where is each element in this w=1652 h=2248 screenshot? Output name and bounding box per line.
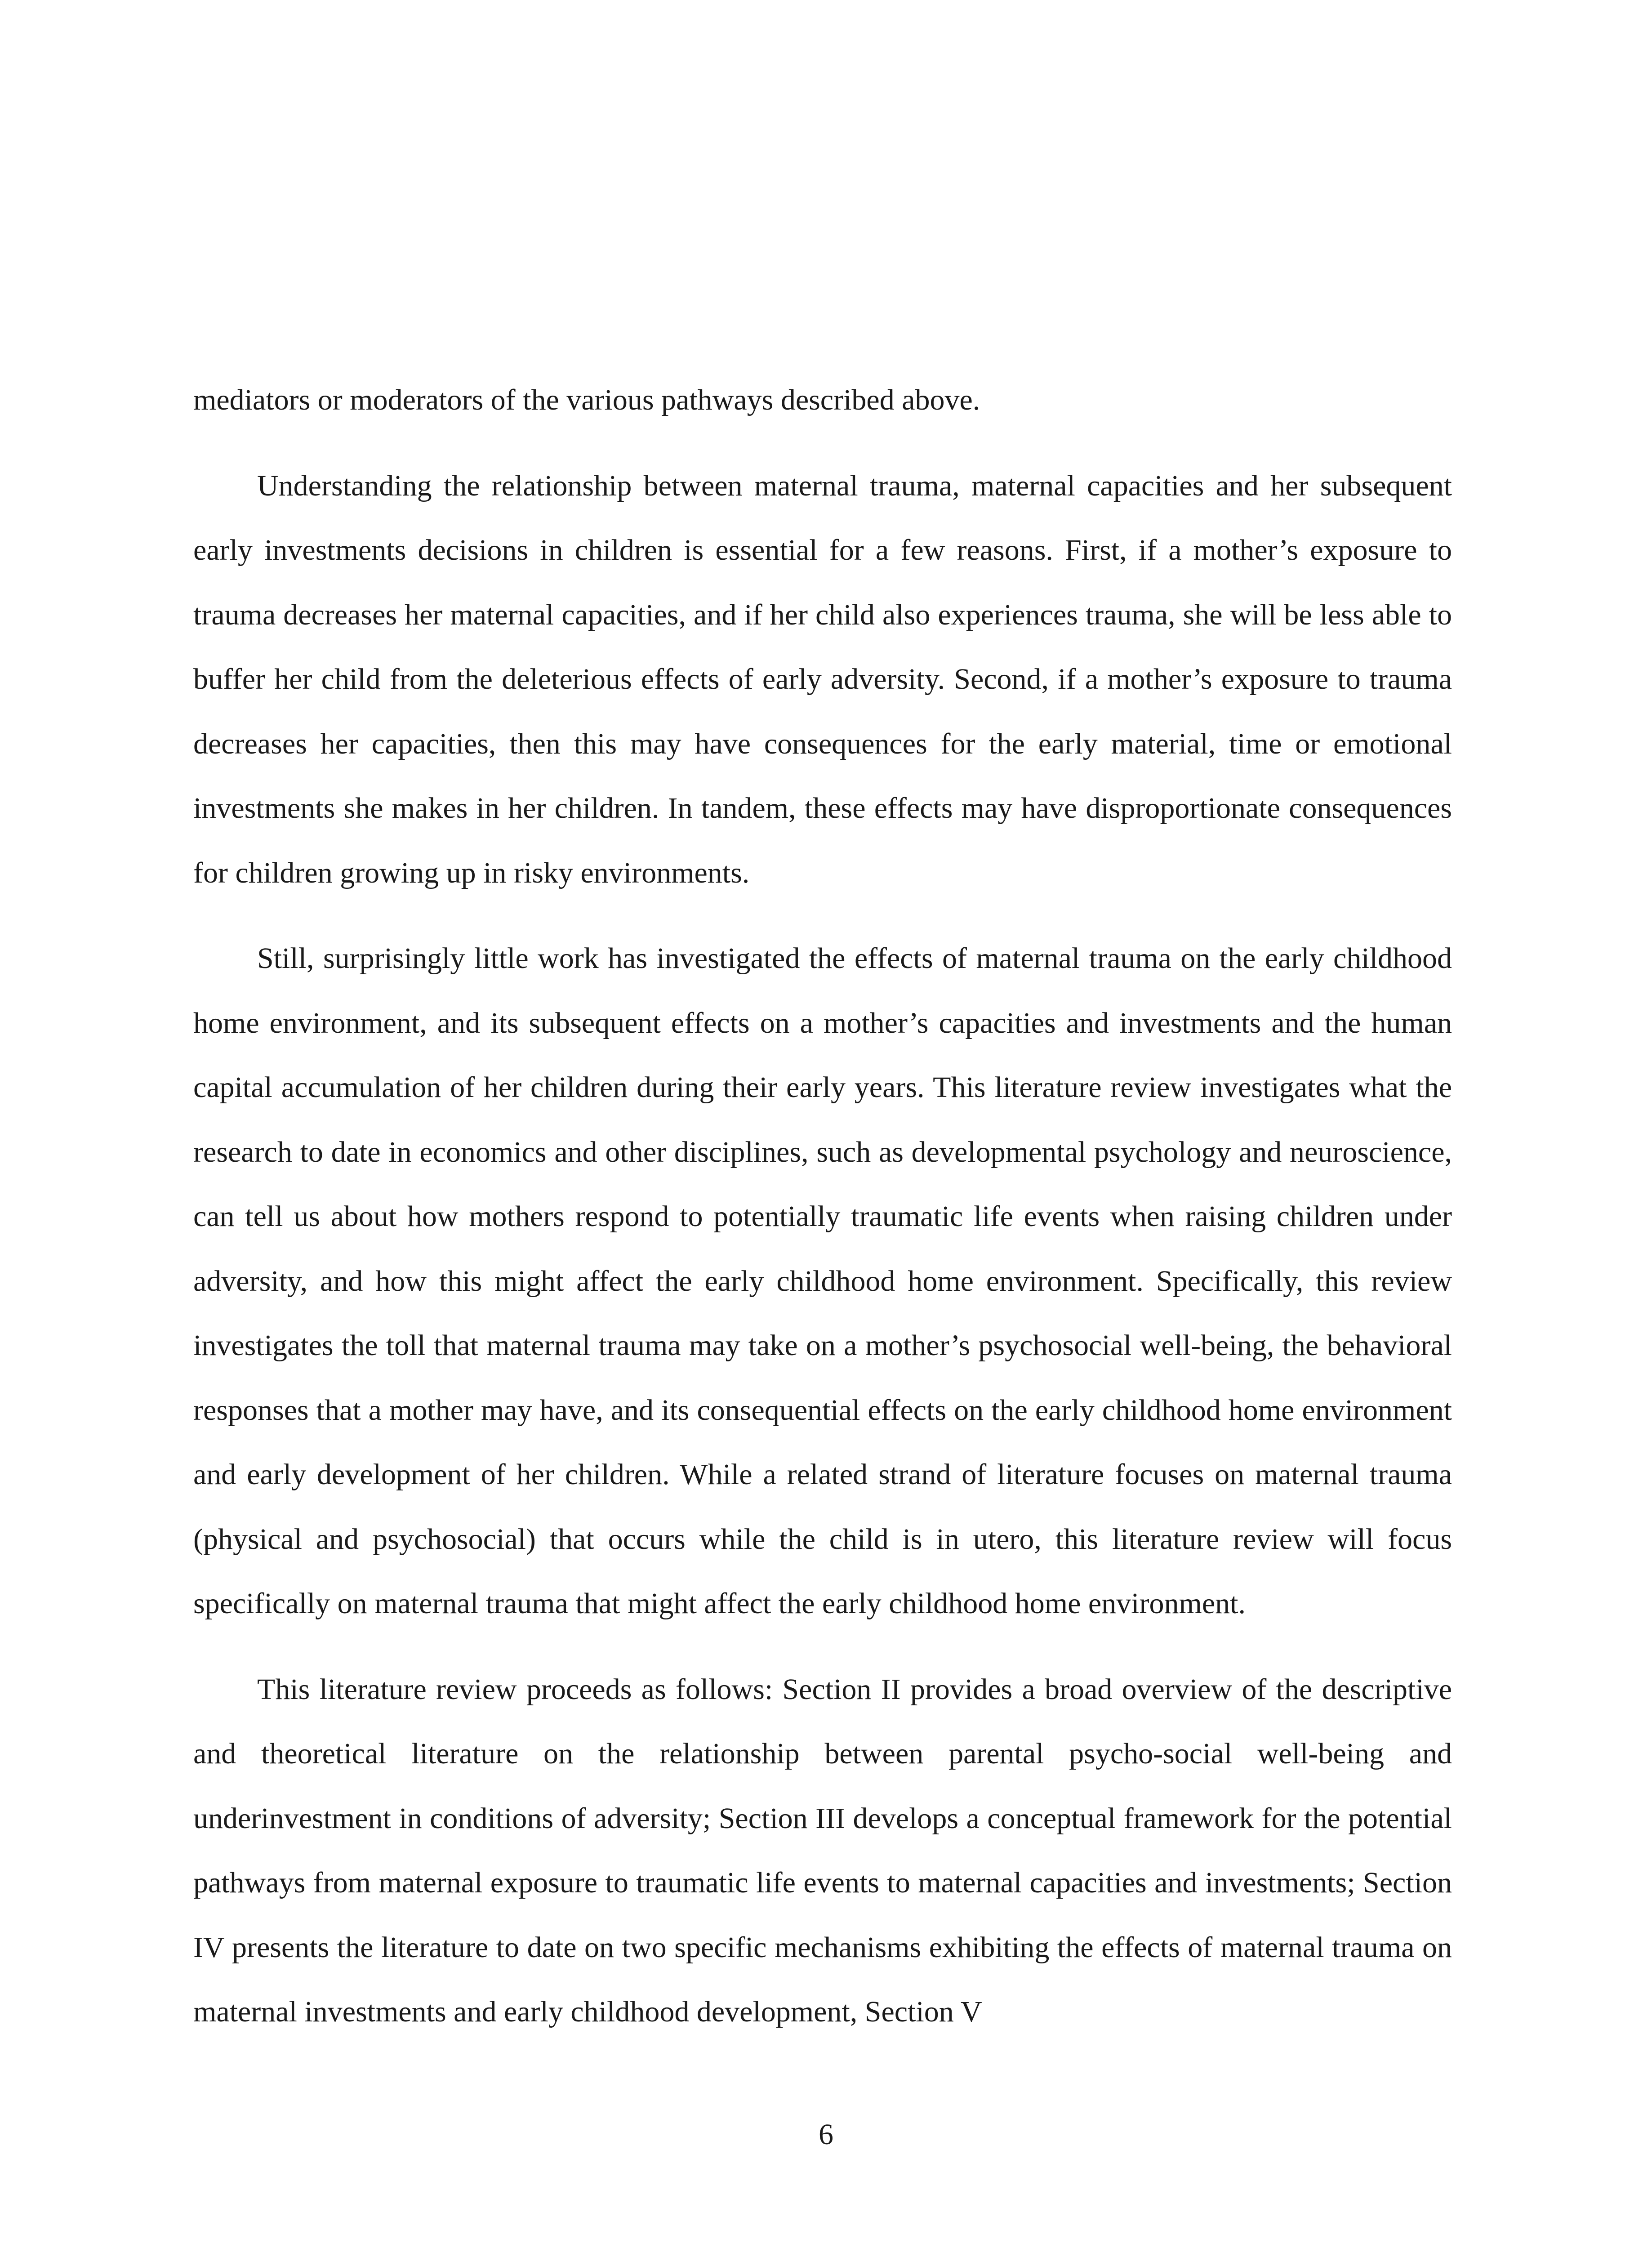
paragraph-importance: Understanding the relationship between maternal trauma, maternal capacities and her subsequent early investments decisions in children is essential for a few reasons. First, if a mother’s exposure to trauma decreases her maternal capacities, and if her child also experiences trauma, she will be less able to buffer her child from the deleterious effects of early adversity. Second, if a mother’s exposure to trauma decreases her capacities, then this may have consequences for the early material, time or emotional investments she makes in her children. In tandem, these effects may have disproportionate consequences for children growing up in risky environments. [193,469,1452,889]
paragraph-research-gap: Still, surprisingly little work has investigated the effects of maternal trauma on the early childhood home environment, and its subsequent effects on a mother’s capacities and investments and the human capital accumulation of her children during their early years. This literature review investigates what the research to date in economics and other disciplines, such as developmental psychology and neuroscience, can tell us about how mothers respond to potentially traumatic life events when raising children under adversity, and how this might affect the early childhood home environment. Specifically, this review investigates the toll that maternal trauma may take on a mother’s psychosocial well-being, the behavioral responses that a mother may have, and its consequential effects on the early childhood home environment and early development of her children. While a related strand of literature focuses on maternal trauma (physical and psychosocial) that occurs while the child is in utero, this literature review will focus specifically on maternal trauma that might affect the early childhood home environment. [193,942,1452,1620]
paragraph-outline: This literature review proceeds as follows: Section II provides a broad overview of the descriptive and theoretical literature on the relationship between parental psycho-social well-being and underinvestment in conditions of adversity; Section III develops a conceptual framework for the potential pathways from maternal exposure to traumatic life events to maternal capacities and investments; Section IV presents the literature to date on two specific mechanisms exhibiting the effects of maternal trauma on maternal investments and early childhood development, Section V [193,1673,1452,2028]
page-number: 6 [819,2118,833,2151]
paragraph-continued: mediators or moderators of the various pathways described above. [193,384,980,416]
body-text [193,368,1452,2065]
